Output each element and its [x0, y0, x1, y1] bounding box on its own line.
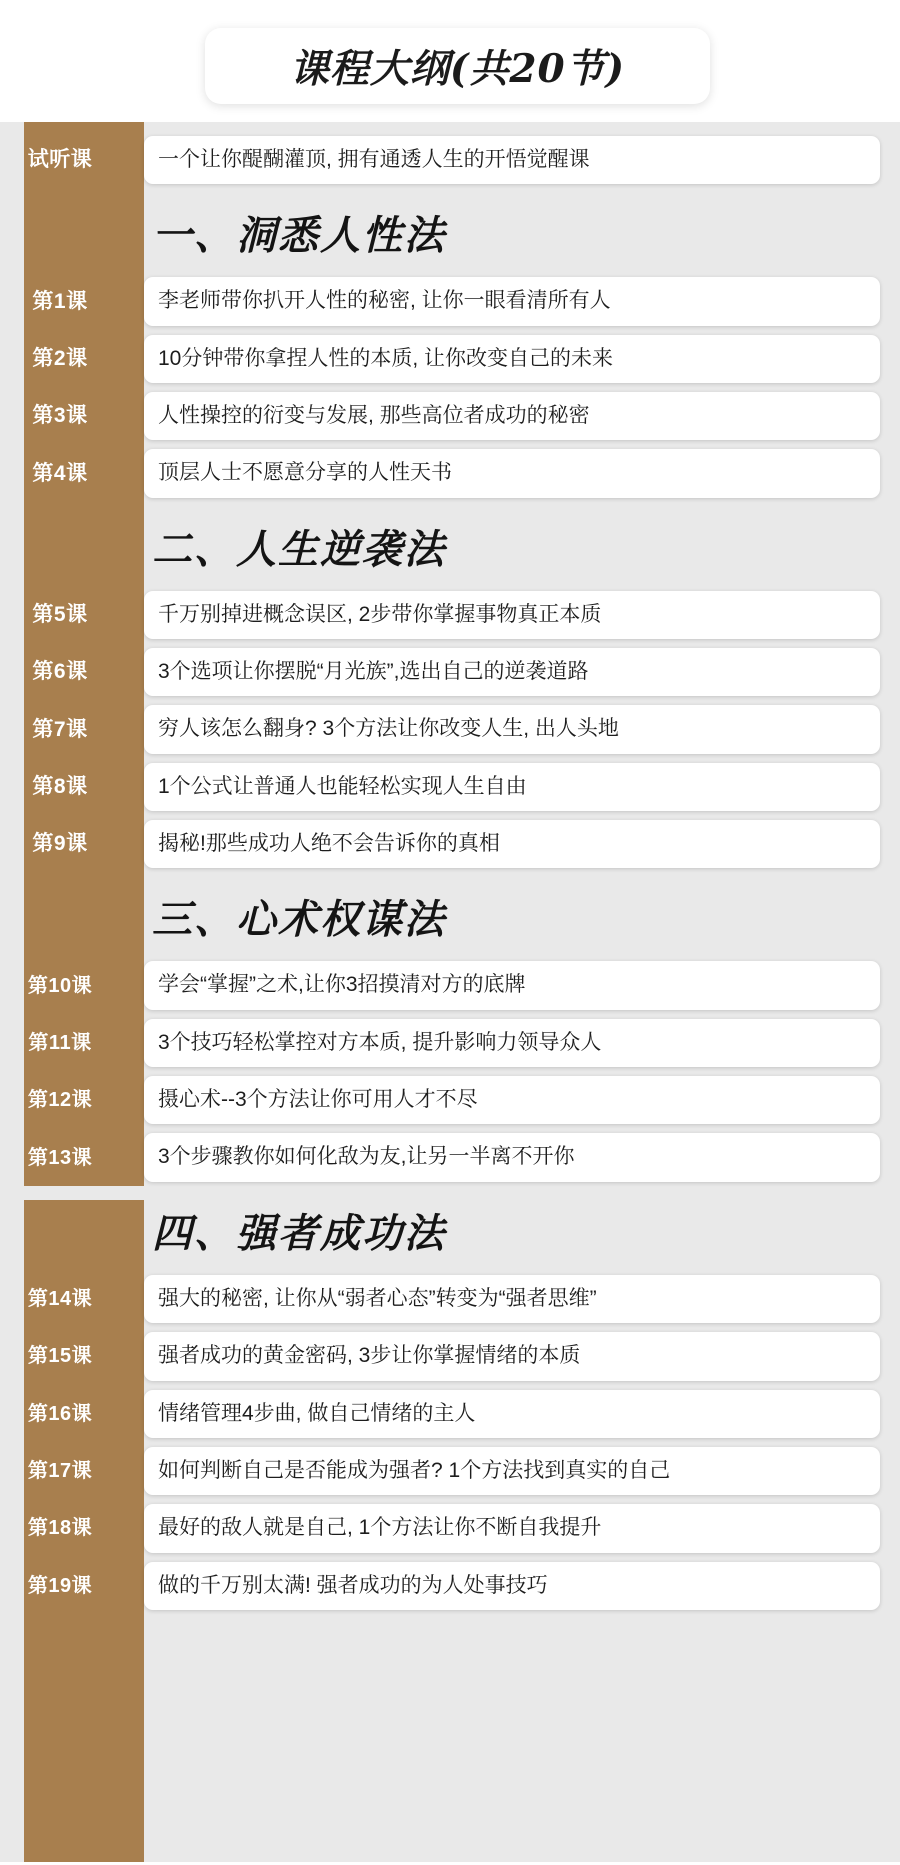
- lesson-number-1-3: 第3课: [32, 404, 88, 428]
- lesson-number-3-2: 第11课: [28, 1031, 92, 1054]
- lesson-number-4-5: 第18课: [27, 1517, 93, 1540]
- lesson-number-1-2: 第2课: [32, 346, 88, 370]
- lesson-row[interactable]: [27, 1275, 880, 1323]
- outline-body: [0, 122, 900, 1862]
- lesson-row[interactable]: [27, 1562, 880, 1610]
- lesson-title-card[interactable]: 强者成功的黄金密码, 3步让你掌握情绪的本质: [144, 1332, 880, 1380]
- lesson-row[interactable]: [32, 591, 880, 639]
- lesson-row[interactable]: [27, 1390, 880, 1438]
- section-heading-2: 二、人生逆袭法: [152, 525, 446, 573]
- lesson-title-card[interactable]: 揭秘!那些成功人绝不会告诉你的真相: [144, 820, 880, 868]
- lesson-row[interactable]: [32, 277, 880, 325]
- lesson-number-4-3: 第16课: [27, 1402, 93, 1425]
- lesson-row[interactable]: [27, 136, 880, 184]
- page-title-pill: [205, 28, 710, 104]
- lesson-title-card[interactable]: 人性操控的衍变与发展, 那些高位者成功的秘密: [144, 392, 880, 440]
- lesson-row[interactable]: [32, 335, 880, 383]
- lesson-title-card[interactable]: 如何判断自己是否能成为强者? 1个方法找到真实的自己: [144, 1447, 880, 1495]
- lesson-row[interactable]: [32, 449, 880, 497]
- header-band: [0, 0, 900, 122]
- lesson-row[interactable]: [32, 705, 880, 753]
- lesson-number-2-2: 第6课: [32, 660, 88, 684]
- lesson-number-2-5: 第9课: [32, 832, 88, 856]
- lesson-title-card[interactable]: 顶层人士不愿意分享的人性天书: [144, 449, 880, 497]
- lesson-title-card[interactable]: 3个技巧轻松掌控对方本质, 提升影响力领导众人: [144, 1019, 880, 1067]
- lesson-title-card[interactable]: 穷人该怎么翻身? 3个方法让你改变人生, 出人头地: [144, 705, 880, 753]
- lesson-row[interactable]: [27, 961, 880, 1009]
- lesson-title-card[interactable]: 千万别掉进概念误区, 2步带你掌握事物真正本质: [144, 591, 880, 639]
- lesson-title-card[interactable]: 情绪管理4步曲, 做自己情绪的主人: [144, 1390, 880, 1438]
- lesson-row[interactable]: [32, 648, 880, 696]
- lesson-number-4-1: 第14课: [27, 1287, 93, 1310]
- lesson-title-card[interactable]: 3个选项让你摆脱“月光族”,选出自己的逆袭道路: [144, 648, 880, 696]
- lesson-title-card[interactable]: 强大的秘密, 让你从“弱者心态”转变为“强者思维”: [144, 1275, 880, 1323]
- section-heading-1: 一、洞悉人性法: [152, 212, 446, 260]
- lesson-title-card[interactable]: 最好的敌人就是自己, 1个方法让你不断自我提升: [144, 1504, 880, 1552]
- lesson-title-card[interactable]: 李老师带你扒开人性的秘密, 让你一眼看清所有人: [144, 277, 880, 325]
- lesson-number-trial: 试听课: [27, 148, 93, 172]
- lesson-row[interactable]: [27, 1332, 880, 1380]
- lesson-number-4-6: 第19课: [27, 1574, 93, 1597]
- lesson-row[interactable]: [27, 1133, 880, 1181]
- lesson-row[interactable]: [27, 1504, 880, 1552]
- lesson-list: [27, 122, 880, 1610]
- lesson-title-card[interactable]: 做的千万别太满! 强者成功的为人处事技巧: [144, 1562, 880, 1610]
- lesson-row[interactable]: [27, 1076, 880, 1124]
- lesson-number-4-4: 第17课: [27, 1460, 93, 1483]
- lesson-number-3-4: 第13课: [27, 1146, 93, 1169]
- lesson-title-card[interactable]: 一个让你醍醐灌顶, 拥有通透人生的开悟觉醒课: [144, 136, 880, 184]
- lesson-number-2-1: 第5课: [32, 602, 88, 626]
- section-heading-3: 三、心术权谋法: [152, 896, 446, 944]
- lesson-title-card[interactable]: 摄心术--3个方法让你可用人才不尽: [144, 1076, 880, 1124]
- lesson-number-4-2: 第15课: [27, 1345, 93, 1368]
- lesson-row[interactable]: [28, 1019, 880, 1067]
- lesson-row[interactable]: [32, 763, 880, 811]
- lesson-title-card[interactable]: 10分钟带你拿捏人性的本质, 让你改变自己的未来: [144, 335, 880, 383]
- lesson-row[interactable]: [27, 1447, 880, 1495]
- page-title: 课程大纲(共20节): [289, 46, 626, 92]
- lesson-number-1-1: 第1课: [32, 289, 88, 313]
- lesson-title-card[interactable]: 3个步骤教你如何化敌为友,让另一半离不开你: [144, 1133, 880, 1181]
- section-heading-4: 四、强者成功法: [152, 1209, 446, 1257]
- lesson-number-2-3: 第7课: [32, 717, 88, 741]
- lesson-number-2-4: 第8课: [32, 774, 88, 798]
- lesson-number-3-3: 第12课: [27, 1089, 93, 1112]
- lesson-number-1-4: 第4课: [32, 461, 88, 485]
- lesson-title-card[interactable]: 1个公式让普通人也能轻松实现人生自由: [144, 763, 880, 811]
- lesson-row[interactable]: [32, 392, 880, 440]
- lesson-title-card[interactable]: 学会“掌握”之术,让你3招摸清对方的底牌: [144, 961, 880, 1009]
- lesson-row[interactable]: [32, 820, 880, 868]
- lesson-number-3-1: 第10课: [27, 974, 93, 997]
